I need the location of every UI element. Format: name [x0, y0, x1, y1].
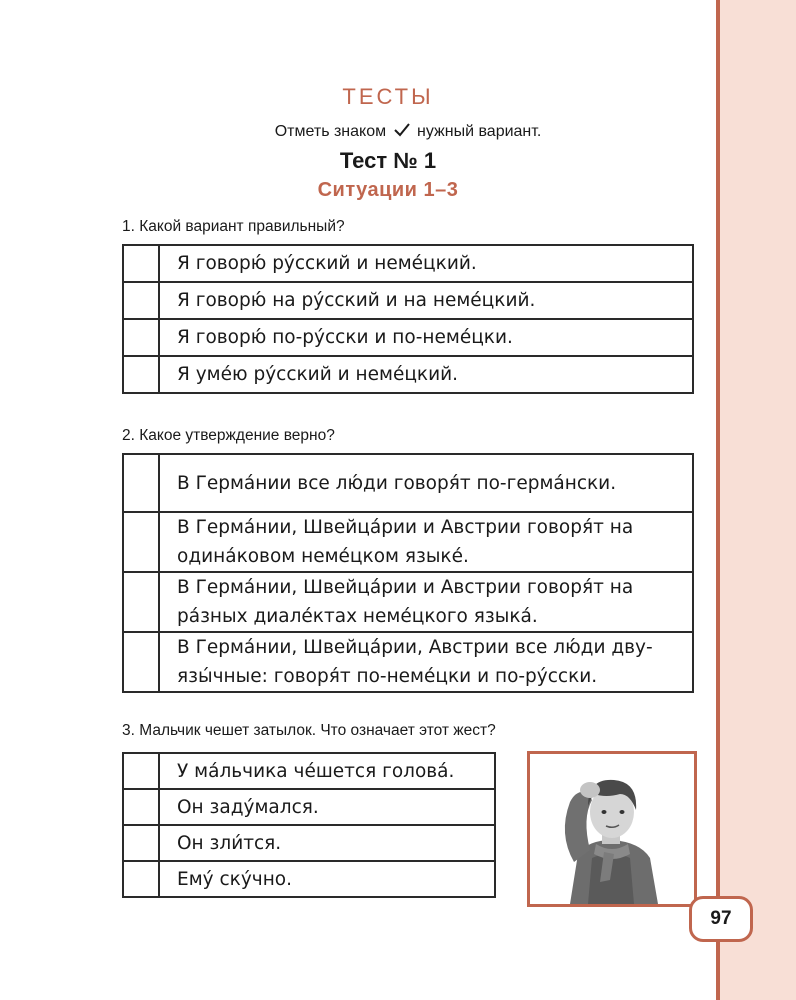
answer-checkbox[interactable]	[123, 753, 159, 789]
answer-row	[123, 245, 693, 282]
question-3-options	[122, 752, 496, 898]
answer-row	[123, 572, 693, 632]
answer-text: В Герма́нии, Швейца́рии и Австрии говоря́т на ра́зных диале́ктах неме́цкого языка́.	[159, 572, 693, 632]
answer-row	[123, 825, 495, 861]
answer-checkbox[interactable]	[123, 282, 159, 319]
answer-checkbox[interactable]	[123, 789, 159, 825]
instruction-text-before: Отметь знаком	[274, 123, 387, 140]
instruction	[0, 123, 796, 141]
answer-checkbox[interactable]	[123, 245, 159, 282]
instruction-text-after: нужный вариант.	[417, 123, 542, 140]
answer-text: В Герма́нии все лю́ди говоря́т по-герма́нски.	[159, 454, 693, 512]
question-1-options	[122, 244, 694, 394]
answer-text: Ему́ ску́чно.	[159, 861, 495, 897]
answer-text: Я уме́ю ру́сский и неме́цкий.	[159, 356, 693, 393]
boy-illustration-frame	[527, 751, 697, 907]
answer-text: Я говорю́ на ру́сский и на неме́цкий.	[159, 282, 693, 319]
answer-text: В Герма́нии, Швейца́рии и Австрии говоря́т на одина́ковом неме́цком языке́.	[159, 512, 693, 572]
boy-scratching-head-illustration	[530, 754, 694, 904]
answer-checkbox[interactable]	[123, 319, 159, 356]
answer-row	[123, 454, 693, 512]
answer-row	[123, 512, 693, 572]
answer-checkbox[interactable]	[123, 454, 159, 512]
answer-row	[123, 319, 693, 356]
answer-row	[123, 789, 495, 825]
answer-checkbox[interactable]	[123, 356, 159, 393]
page-title: ТЕСТЫ	[342, 84, 434, 109]
answer-row	[123, 632, 693, 692]
answer-row	[123, 861, 495, 897]
question-2-text: 2. Какое утверждение верно?	[122, 427, 335, 444]
answer-row	[123, 282, 693, 319]
answer-text: Он зли́тся.	[159, 825, 495, 861]
test-subtitle: Ситуации 1–3	[317, 179, 459, 201]
question-2-options	[122, 453, 694, 693]
page-number-badge: 97	[689, 896, 753, 942]
test-title: Тест № 1	[339, 148, 437, 173]
checkmark-icon	[394, 123, 410, 137]
answer-checkbox[interactable]	[123, 861, 159, 897]
answer-text: У ма́льчика че́шется голова́.	[159, 753, 495, 789]
answer-row	[123, 356, 693, 393]
answer-text: Он заду́мался.	[159, 789, 495, 825]
answer-checkbox[interactable]	[123, 572, 159, 632]
answer-text: Я говорю́ ру́сский и неме́цкий.	[159, 245, 693, 282]
answer-checkbox[interactable]	[123, 632, 159, 692]
answer-row	[123, 753, 495, 789]
question-3-text: 3. Мальчик чешет затылок. Что означает этот жест?	[122, 722, 496, 739]
answer-text: В Герма́нии, Швейца́рии, Австрии все лю́ди дву-язы́чные: говоря́т по-неме́цки и по-ру́сски.	[159, 632, 693, 692]
answer-checkbox[interactable]	[123, 825, 159, 861]
answer-checkbox[interactable]	[123, 512, 159, 572]
answer-text: Я говорю́ по-ру́сски и по-неме́цки.	[159, 319, 693, 356]
question-1-text: 1. Какой вариант правильный?	[122, 218, 345, 235]
